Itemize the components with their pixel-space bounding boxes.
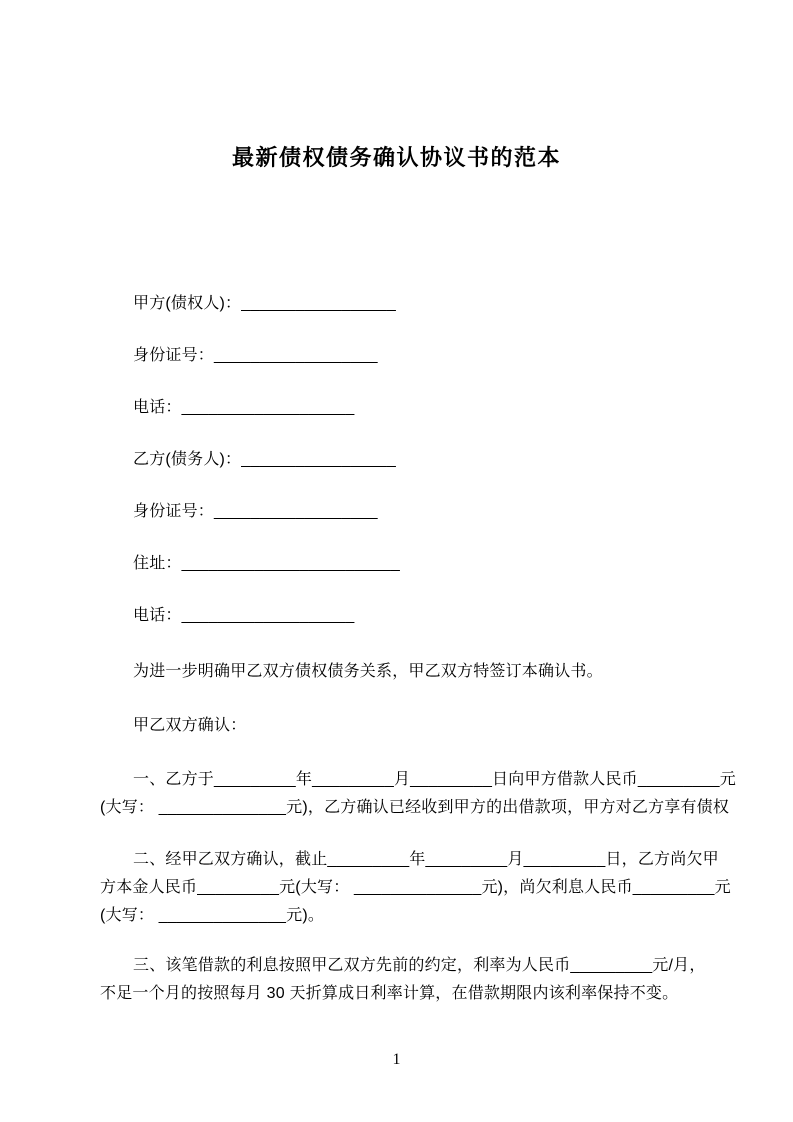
intro-paragraph: 为进一步明确甲乙双方债权债务关系，甲乙双方特签订本确认书。 <box>133 663 603 680</box>
confirmation-heading: 甲乙双方确认： <box>133 717 247 734</box>
field-id-number-b: 身份证号：__________________ <box>133 503 378 520</box>
page-number: 1 <box>392 1051 401 1068</box>
field-party-a: 甲方(债权人)：_________________ <box>133 295 396 312</box>
clause-1-line-1: 一、乙方于_________年_________月_________日向甲方借款人民币_________元 <box>133 771 736 788</box>
document-title: 最新债权债务确认协议书的范本 <box>231 145 561 170</box>
clause-2-line-1: 二、经甲乙双方确认，截止_________年_________月_________日，乙方尚欠甲 <box>133 851 719 868</box>
clause-3-line-1: 三、该笔借款的利息按照甲乙双方先前的约定，利率为人民币_________元/月， <box>133 957 706 974</box>
field-id-number-a: 身份证号：__________________ <box>133 347 378 364</box>
field-phone-b: 电话：___________________ <box>133 607 355 624</box>
clause-1-line-2: (大写： ______________元)，乙方确认已经收到甲方的出借款项，甲方对乙方享有债权 <box>100 799 730 816</box>
field-party-b: 乙方(债务人)：_________________ <box>133 451 396 468</box>
clause-2-line-3: (大写： ______________元)。 <box>100 907 325 924</box>
clause-3-line-2: 不足一个月的按照每月 30 天折算成日利率计算，在借款期限内该利率保持不变。 <box>100 985 679 1002</box>
field-address-b: 住址：________________________ <box>133 555 400 572</box>
field-phone-a: 电话：___________________ <box>133 399 355 416</box>
clause-2-line-2: 方本金人民币_________元(大写： ______________元)，尚欠利息人民币_________元 <box>100 879 731 896</box>
